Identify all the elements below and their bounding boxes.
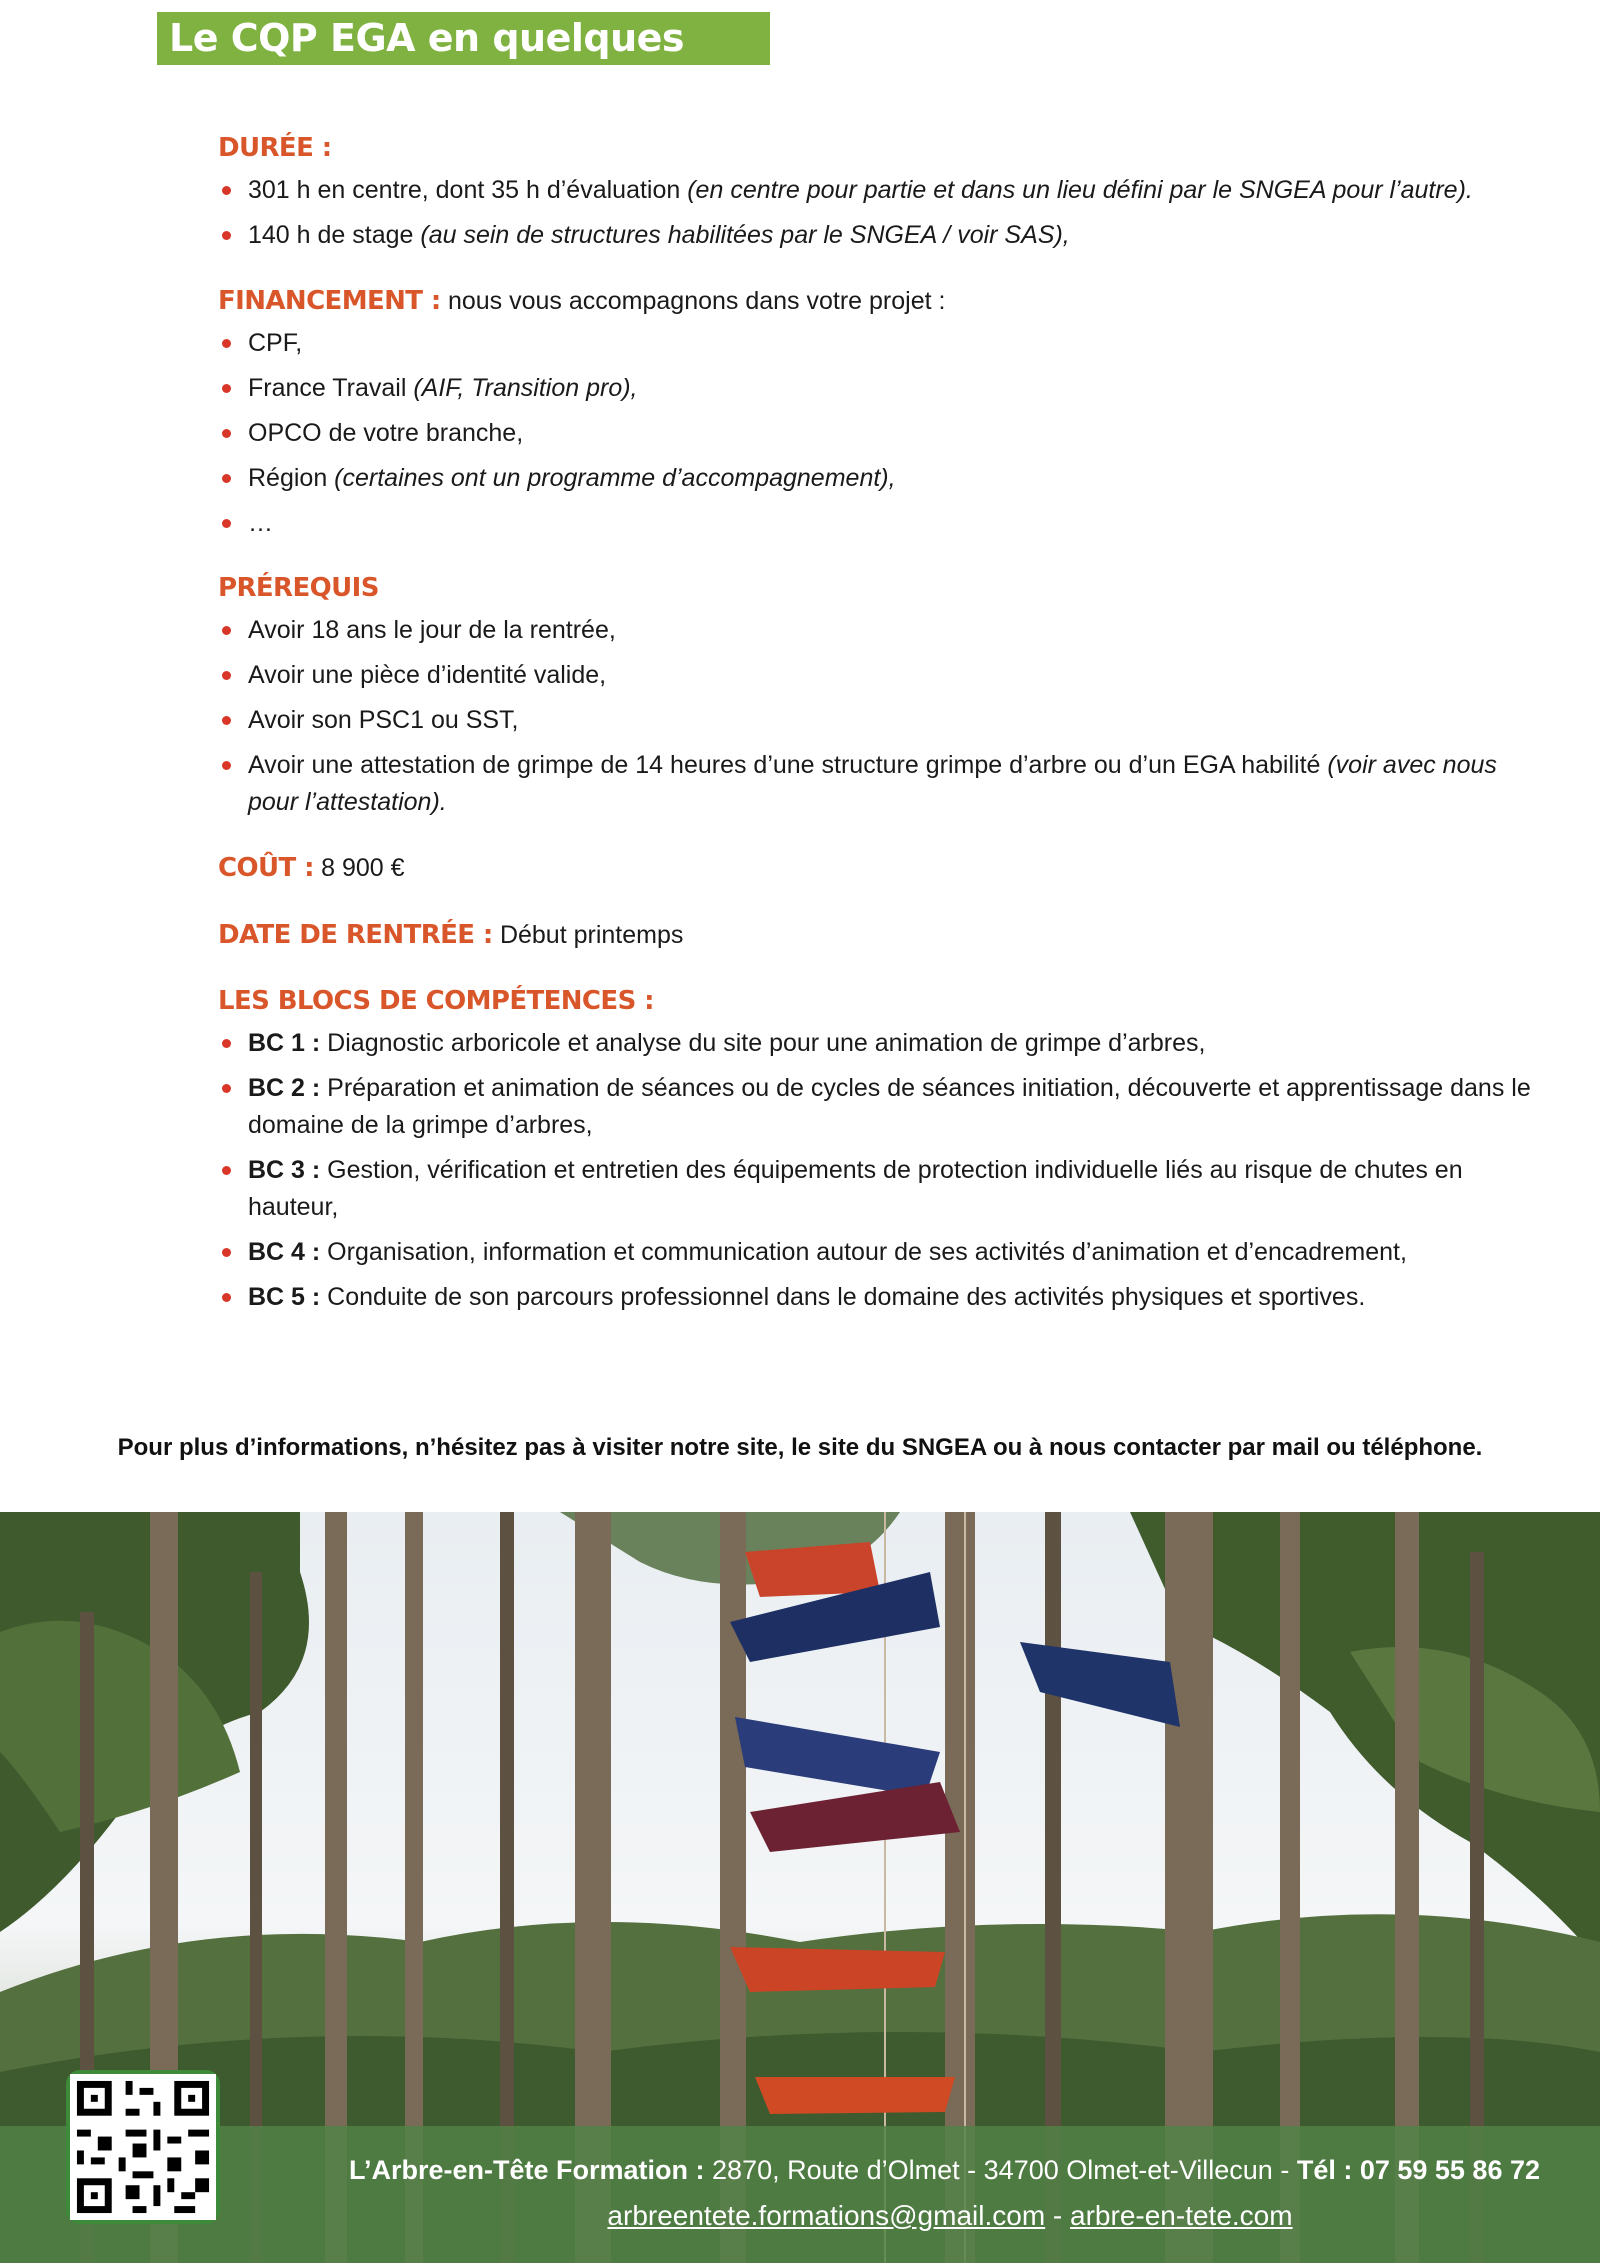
list-item: France Travail (AIF, Transition pro),: [218, 370, 1538, 407]
page-title: Le CQP EGA en quelques mots: [157, 12, 770, 65]
financement-intro: nous vous accompagnons dans votre projet :: [447, 287, 946, 315]
qr-code[interactable]: [66, 2070, 220, 2224]
list-financement: [218, 325, 1538, 542]
section-duree: [218, 128, 1538, 254]
list-item: 140 h de stage (au sein de structures habilitées par le SNGEA / voir SAS),: [218, 217, 1538, 254]
footer-band: [0, 2126, 1600, 2263]
main-content: [218, 128, 1538, 1342]
phone-number[interactable]: Tél : 07 59 55 86 72: [1296, 2155, 1540, 2185]
bullet-icon: [222, 429, 231, 438]
footer-links: [290, 2198, 1540, 2234]
bullet-icon: [222, 231, 231, 240]
section-financement: [218, 280, 1538, 542]
list-item: BC 1 : Diagnostic arboricole et analyse du site pour une animation de grimpe d’arbres,: [218, 1025, 1538, 1062]
list-item: 301 h en centre, dont 35 h d’évaluation (en centre pour partie et dans un lieu défini par le SNGEA pour l’autre).: [218, 172, 1538, 209]
list-item: OPCO de votre branche,: [218, 415, 1538, 452]
email-link[interactable]: arbreentete.formations@gmail.com: [607, 2200, 1046, 2231]
bullet-icon: [222, 626, 231, 635]
list-item: BC 3 : Gestion, vérification et entretien des équipements de protection individuelle liés au risque de chutes en hauteur,: [218, 1152, 1538, 1226]
bullet-icon: [222, 339, 231, 348]
section-prerequis: [218, 568, 1538, 821]
org-name: L’Arbre-en-Tête Formation :: [349, 2155, 705, 2185]
list-prerequis: [218, 612, 1538, 821]
list-item: BC 5 : Conduite de son parcours professionnel dans le domaine des activités physiques et sportives.: [218, 1279, 1538, 1316]
heading-rentree: DATE DE RENTRÉE :: [218, 920, 493, 950]
street-address: 2870, Route d’Olmet - 34700 Olmet-et-Villecun -: [704, 2155, 1297, 2185]
list-item: …: [218, 505, 1538, 542]
list-item: Région (certaines ont un programme d’accompagnement),: [218, 460, 1538, 497]
list-item: BC 4 : Organisation, information et communication autour de ses activités d’animation et d’encadrement,: [218, 1234, 1538, 1271]
rentree-value: Début printemps: [499, 921, 684, 949]
bullet-icon: [222, 186, 231, 195]
bullet-icon: [222, 1039, 231, 1048]
section-rentree: [218, 914, 1538, 955]
bullet-icon: [222, 519, 231, 528]
bullet-icon: [222, 1084, 231, 1093]
heading-duree: DURÉE :: [218, 133, 332, 163]
bullet-icon: [222, 761, 231, 770]
heading-blocs: LES BLOCS DE COMPÉTENCES :: [218, 986, 654, 1016]
link-separator: -: [1045, 2200, 1071, 2231]
heading-prerequis: PRÉREQUIS: [218, 573, 379, 603]
section-blocs: [218, 981, 1538, 1316]
list-item: Avoir une attestation de grimpe de 14 heures d’une structure grimpe d’arbre ou d’un EGA habilité (voir avec nous pour l’attestation).: [218, 747, 1538, 821]
bullet-icon: [222, 671, 231, 680]
list-item: Avoir une pièce d’identité valide,: [218, 657, 1538, 694]
footer-address: [290, 2152, 1540, 2188]
bullet-icon: [222, 1166, 231, 1175]
qr-code-icon: [70, 2074, 216, 2220]
list-blocs: [218, 1025, 1538, 1316]
list-item: CPF,: [218, 325, 1538, 362]
bullet-icon: [222, 1293, 231, 1302]
bullet-icon: [222, 384, 231, 393]
list-item: Avoir son PSC1 ou SST,: [218, 702, 1538, 739]
bullet-icon: [222, 474, 231, 483]
section-cout: [218, 847, 1538, 888]
heading-financement: FINANCEMENT :: [218, 286, 441, 316]
heading-cout: COÛT :: [218, 853, 314, 883]
list-item: Avoir 18 ans le jour de la rentrée,: [218, 612, 1538, 649]
bullet-icon: [222, 716, 231, 725]
info-footnote: Pour plus d’informations, n’hésitez pas à visiter notre site, le site du SNGEA ou à nous contacter par mail ou téléphone.: [117, 1434, 1483, 1461]
list-item: BC 2 : Préparation et animation de séances ou de cycles de séances initiation, découverte et apprentissage dans le domaine de la grimpe d’arbres,: [218, 1070, 1538, 1144]
website-link[interactable]: arbre-en-tete.com: [1070, 2200, 1293, 2231]
bullet-icon: [222, 1248, 231, 1257]
cout-value: 8 900 €: [321, 854, 405, 882]
list-duree: [218, 172, 1538, 254]
